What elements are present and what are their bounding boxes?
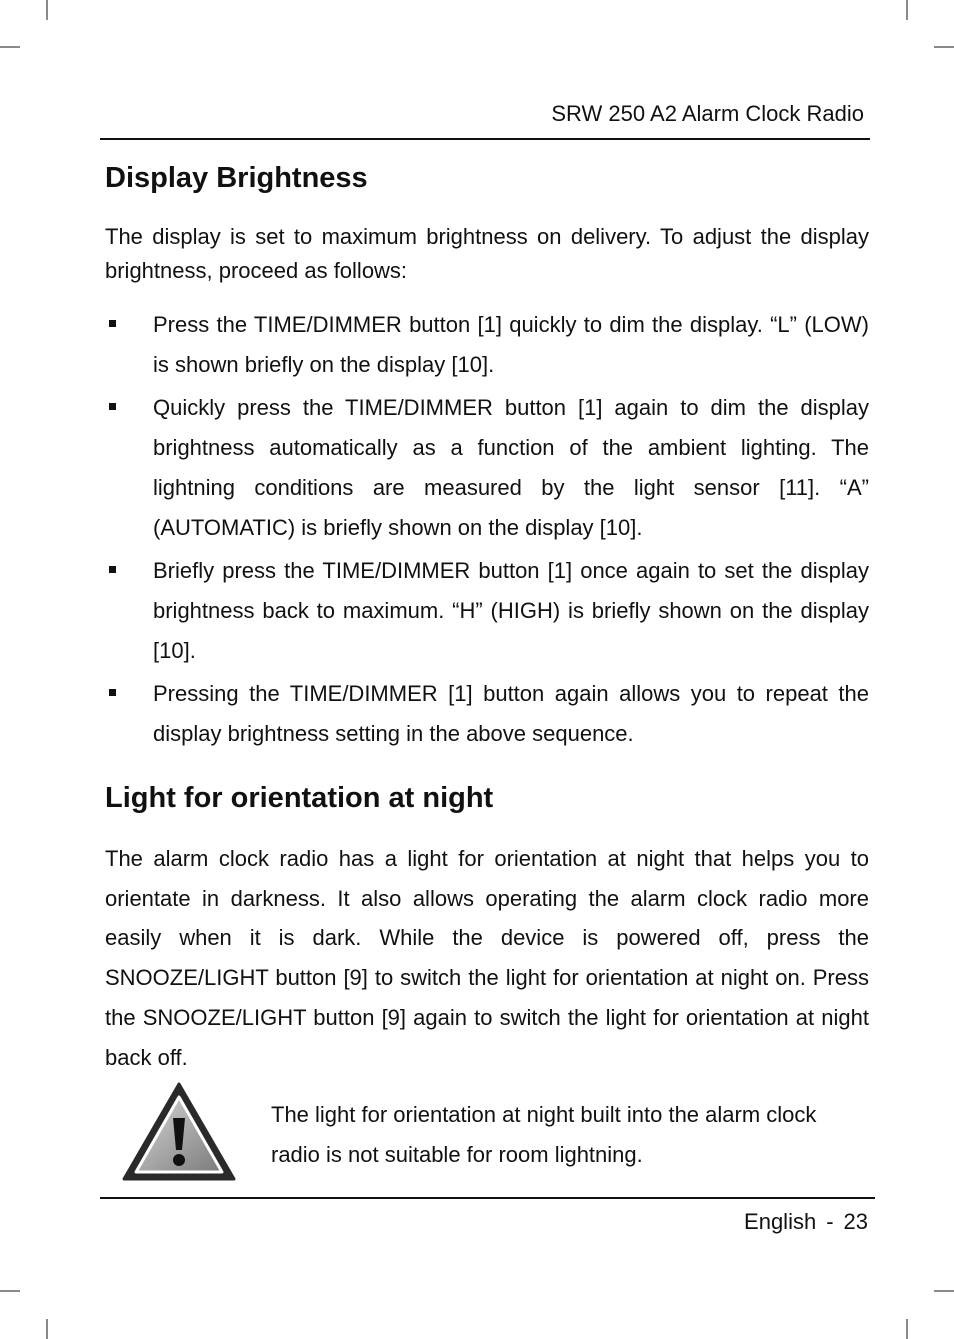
list-item (105, 388, 869, 548)
footer-separator: - (826, 1209, 834, 1234)
footer-language: English (744, 1209, 817, 1234)
bullet-square-icon (109, 689, 116, 696)
bullet-square-icon (109, 403, 116, 410)
crop-mark (934, 1290, 954, 1292)
intro-paragraph: The display is set to maximum brightness on delivery. To adjust the display brightness, proceed as follows: (105, 224, 869, 283)
crop-mark (46, 1319, 48, 1339)
footer-rule (100, 1197, 875, 1199)
list-item-text: Press the TIME/DIMMER button [1] quickly to dim the display. “L” (LOW) is shown briefly on the display [10]. (153, 312, 869, 377)
list-item (105, 551, 869, 671)
header-rule (100, 138, 870, 140)
list-item (105, 674, 869, 754)
warning-triangle-icon (122, 1082, 236, 1182)
instruction-list (105, 305, 869, 757)
crop-mark (906, 1319, 908, 1339)
crop-mark (0, 46, 20, 48)
list-item-text: Quickly press the TIME/DIMMER button [1] again to dim the display brightness automatically as a function of the ambient lighting. The lightning conditions are measured by the light sensor [11]. “A” (AUTOMATIC) is briefly shown on the display [10]. (153, 395, 869, 540)
bullet-square-icon (109, 566, 116, 573)
night-light-paragraph: The alarm clock radio has a light for orientation at night that helps you to orientate in darkness. It also allows operating the alarm clock radio more easily when it is dark. While the device is powered off, press the SNOOZE/LIGHT button [9] to switch the light for orientation at night on. Press the SNOOZE/LIGHT button [9] again to switch the light for orientation at night back off. (105, 846, 869, 1070)
crop-mark (906, 0, 908, 20)
bullet-square-icon (109, 320, 116, 327)
page-footer (744, 1208, 868, 1236)
section-heading-display-brightness: Display Brightness (105, 162, 368, 194)
list-item-text: Pressing the TIME/DIMMER [1] button again allows you to repeat the display brightness setting in the above sequence. (153, 681, 869, 746)
crop-mark (46, 0, 48, 20)
running-header: SRW 250 A2 Alarm Clock Radio (551, 101, 864, 126)
crop-mark (934, 46, 954, 48)
list-item-text: Briefly press the TIME/DIMMER button [1] once again to set the display brightness back to maximum. “H” (HIGH) is briefly shown on the display [10]. (153, 558, 869, 663)
warning-text: The light for orientation at night built into the alarm clock radio is not suitable for room lightning. (271, 1102, 817, 1167)
page-number: 23 (843, 1209, 868, 1234)
crop-mark (0, 1290, 20, 1292)
list-item (105, 305, 869, 385)
section-heading-night-light: Light for orientation at night (105, 782, 494, 814)
